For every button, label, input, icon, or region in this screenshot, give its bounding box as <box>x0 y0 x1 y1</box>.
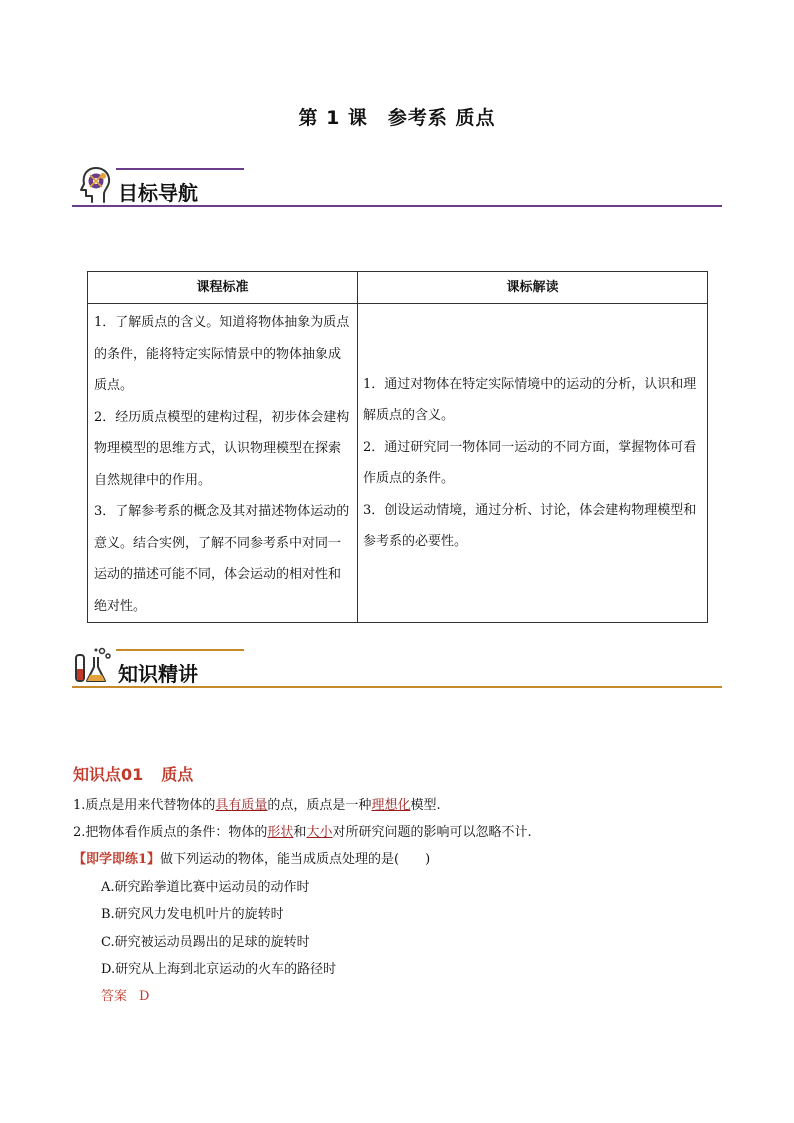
lab-flasks-icon <box>72 645 114 687</box>
option-d: D.研究从上海到北京运动的火车的路径时 <box>101 962 337 977</box>
decorative-line <box>116 649 244 651</box>
table-header: 课程标准 <box>88 272 358 304</box>
table-cell-interpretation <box>358 304 708 623</box>
question-text: 做下列运动的物体，能当成质点处理的是( ) <box>160 852 431 867</box>
table-header: 课标解读 <box>358 272 708 304</box>
answer-line <box>101 985 149 1004</box>
key-term: 理想化 <box>371 798 411 813</box>
key-term: 具有质量 <box>215 798 268 813</box>
exercise-tag: 【即学即练1】 <box>73 852 161 867</box>
section-knowledge-title: 知识精讲 <box>118 662 198 686</box>
section-knowledge-header <box>72 645 722 695</box>
section-divider <box>72 686 722 688</box>
option-a: A.研究跆拳道比赛中运动员的动作时 <box>101 880 310 895</box>
interpretation-item: 3．创设运动情境，通过分析、讨论，体会建构物理模型和参考系的必要性。 <box>363 502 697 549</box>
option-c: C.研究被运动员踢出的足球的旋转时 <box>101 935 310 950</box>
decorative-line <box>116 168 244 170</box>
knowledge-line-2: 2.把物体看作质点的条件：物体的形状和大小对所研究问题的影响可以忽略不计. <box>73 825 532 840</box>
standard-item: 3．了解参考系的概念及其对描述物体运动的意义。结合实例，了解不同参考系中对同一运动的描述可能不同，体会运动的相对性和绝对性。 <box>94 504 350 614</box>
knowledge-line-1: 1.质点是用来代替物体的具有质量的点，质点是一种理想化模型. <box>73 798 441 813</box>
standard-item: 1．了解质点的含义。知道将物体抽象为质点的条件，能将特定实际情景中的物体抽象成质点。 <box>94 315 350 393</box>
section-goal-title: 目标导航 <box>118 181 198 205</box>
table-cell-standard <box>88 304 358 623</box>
table-header-row <box>88 272 708 304</box>
interpretation-item: 2．通过研究同一物体同一运动的不同方面，掌握物体可看作质点的条件。 <box>363 439 697 486</box>
page-title <box>0 103 794 130</box>
curriculum-table <box>87 271 708 623</box>
answer-label: 答案 <box>101 989 128 1004</box>
key-term: 大小 <box>306 825 333 840</box>
section-divider <box>72 205 722 207</box>
lesson-number: 第 1 课 <box>298 107 368 129</box>
answer-value: D <box>139 989 150 1004</box>
knowledge-point-title <box>73 762 193 785</box>
interpretation-item: 1．通过对物体在特定实际情境中的运动的分析，认识和理解质点的含义。 <box>363 376 697 423</box>
exercise-question <box>73 848 430 867</box>
key-term: 形状 <box>267 825 294 840</box>
standard-item: 2．经历质点模型的建构过程，初步体会建构物理模型的思维方式，认识物理模型在探索自然规律中的作用。 <box>94 409 350 488</box>
section-goal-header <box>72 164 722 214</box>
knowledge-point-name: 质点 <box>161 765 194 784</box>
table-row <box>88 304 708 623</box>
lesson-topic: 参考系 质点 <box>387 107 496 129</box>
knowledge-point-number: 知识点01 <box>73 765 144 784</box>
option-b: B.研究风力发电机叶片的旋转时 <box>101 907 284 922</box>
head-gears-icon <box>72 164 114 206</box>
